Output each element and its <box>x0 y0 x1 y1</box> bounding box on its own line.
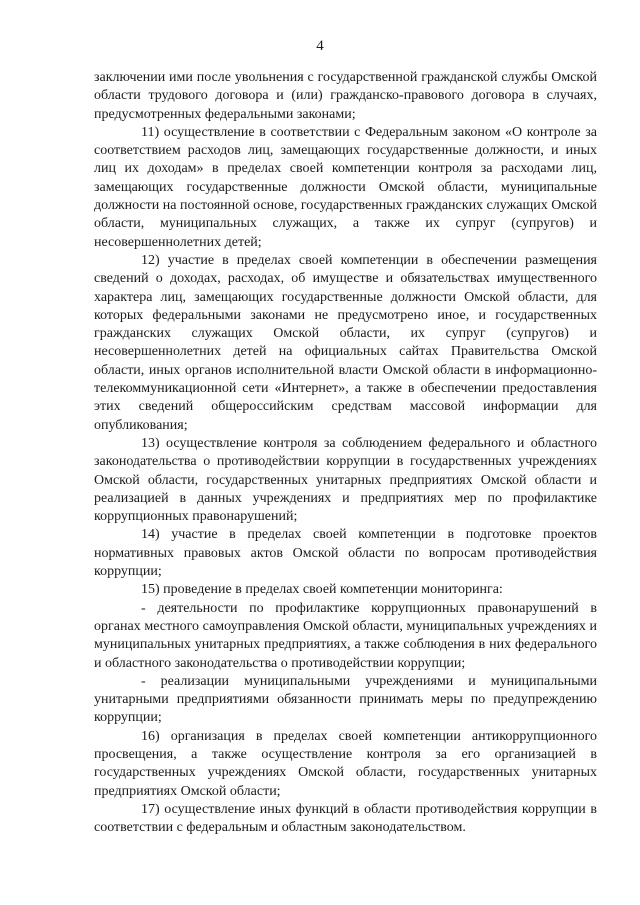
paragraph-item-17: 17) осуществление иных функций в области противодействия коррупции в соответствии с федеральным и областным законодательством. <box>94 801 597 836</box>
paragraph-item-15-sub-1: - деятельности по профилактике коррупционных правонарушений в органах местного самоуправления Омской области, муниципальных учреждениях и муниципальных унитарных предприятиях, а также соблюдения в них федерального и областного законодательства о противодействии коррупции; <box>94 600 597 671</box>
paragraph-item-16: 16) организация в пределах своей компетенции антикоррупционного просвещения, а также осуществление контроля за его организацией в государственных учреждениях Омской области, государственных унитарных предприятиях Омской области; <box>94 728 597 799</box>
page-number: 4 <box>316 38 324 54</box>
paragraph-item-12: 12) участие в пределах своей компетенции в обеспечении размещения сведений о доходах, расходах, об имуществе и обязательствах имущественного характера лиц, замещающих государственные должности Омской области, для которых федеральными законами не предусмотрено иное, и государственных гражданских служащих Омской области, их супруг (супругов) и несовершеннолетних детей на официальных сайтах Правительства Омской области, иных органов исполнительной власти Омской области в информационно-телекоммуникационной сети «Интернет», а также в обеспечении предоставления этих сведений общероссийским средствам массовой информации для опубликования; <box>94 252 597 433</box>
paragraph-item-11: 11) осуществление в соответствии с Федеральным законом «О контроле за соответствием расходов лиц, замещающих государственные должности, и иных лиц их доходам» в пределах своей компетенции контроля за расходами лиц, замещающих государственные должности Омской области, муниципальные должности на постоянной основе, государственных гражданских служащих Омской области, муниципальных служащих, а также их супруг (супругов) и несовершеннолетних детей; <box>94 124 598 250</box>
paragraph-item-15-sub-2: - реализации муниципальными учреждениями и муниципальными унитарными предприятиями обязанности принимать меры по предупреждению коррупции; <box>94 673 597 726</box>
paragraph-item-13: 13) осуществление контроля за соблюдением федерального и областного законодательства о противодействии коррупции в государственных учреждениях Омской области, государственных унитарных предприятиях Омской области и реализацией в данных учреждениях и предприятиях мер по профилактике коррупционных правонарушений; <box>94 435 597 525</box>
paragraph-continuation: заключении ими после увольнения с государственной гражданской службы Омской области трудового договора и (или) гражданско-правового договора в случаях, предусмотренных федеральными законами; <box>94 70 597 122</box>
document-body <box>94 69 597 837</box>
paragraph-item-15: 15) проведение в пределах своей компетенции мониторинга: <box>141 582 503 598</box>
paragraph-item-14: 14) участие в пределах своей компетенции в подготовке проектов нормативных правовых актов Омской области по вопросам противодействия коррупции; <box>94 527 597 580</box>
